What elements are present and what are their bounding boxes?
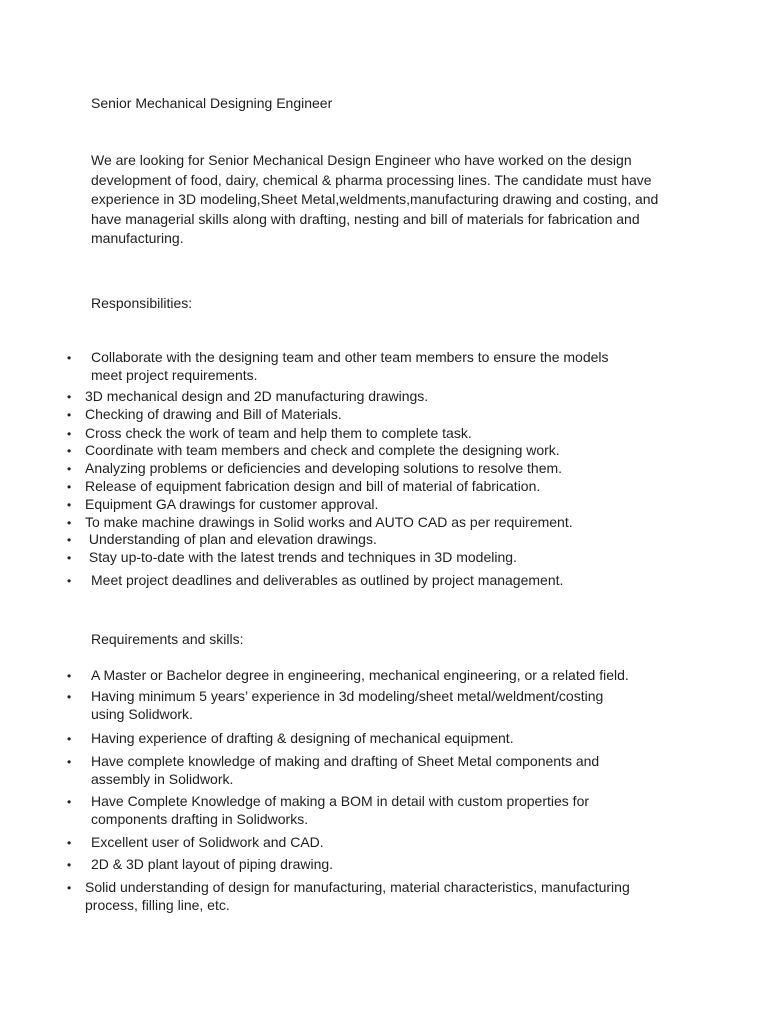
list-item-text: Collaborate with the designing team and other team members to ensure the models meet project requirements.: [91, 349, 609, 383]
list-item-text: A Master or Bachelor degree in engineering, mechanical engineering, or a related field.: [91, 667, 629, 683]
job-title: Senior Mechanical Designing Engineer: [91, 95, 333, 111]
list-item-text: To make machine drawings in Solid works and AUTO CAD as per requirement.: [85, 514, 573, 530]
bullet-icon: •: [67, 533, 72, 547]
bullet-icon: •: [67, 690, 72, 704]
list-item-text: Having experience of drafting & designing of mechanical equipment.: [91, 730, 514, 746]
bullet-icon: •: [67, 551, 72, 565]
bullet-icon: •: [67, 351, 72, 365]
list-item-text: Checking of drawing and Bill of Materials.: [85, 406, 342, 422]
list-item-text: Coordinate with team members and check and complete the designing work.: [85, 442, 560, 458]
intro-paragraph: We are looking for Senior Mechanical Design Engineer who have worked on the design development of food, dairy, chemical & pharma processing lines. The candidate must have experience in 3D modeling,Sheet Metal,weldments,manufacturing drawing and costing, and have managerial skills along with drafting, nesting and bill of materials for fabrication and manufacturing.: [91, 152, 659, 246]
list-item-text: Having minimum 5 years’ experience in 3d modeling/sheet metal/weldment/costing using Solidwork.: [91, 688, 604, 722]
list-item-text: 2D & 3D plant layout of piping drawing.: [91, 856, 334, 872]
responsibilities-heading: Responsibilities:: [91, 295, 193, 311]
bullet-icon: •: [67, 444, 72, 458]
list-item-text: Excellent user of Solidwork and CAD.: [91, 834, 324, 850]
bullet-icon: •: [67, 516, 72, 530]
list-item-text: Release of equipment fabrication design and bill of material of fabrication.: [85, 478, 541, 494]
list-item-text: Have Complete Knowledge of making a BOM in detail with custom properties for components drafting in Solidworks.: [91, 793, 590, 827]
bullet-icon: •: [67, 574, 72, 588]
bullet-icon: •: [67, 498, 72, 512]
bullet-icon: •: [67, 427, 72, 441]
bullet-icon: •: [67, 390, 72, 404]
bullet-icon: •: [67, 669, 72, 683]
bullet-icon: •: [67, 755, 72, 769]
bullet-icon: •: [67, 858, 72, 872]
list-item-text: 3D mechanical design and 2D manufacturing drawings.: [85, 388, 429, 404]
bullet-icon: •: [67, 408, 72, 422]
list-item-text: Equipment GA drawings for customer approval.: [85, 496, 379, 512]
list-item-text: Cross check the work of team and help them to complete task.: [85, 425, 472, 441]
list-item-text: Meet project deadlines and deliverables as outlined by project management.: [91, 572, 564, 588]
bullet-icon: •: [67, 795, 72, 809]
requirements-heading: Requirements and skills:: [91, 631, 244, 647]
list-item-text: Stay up-to-date with the latest trends and techniques in 3D modeling.: [85, 549, 517, 565]
bullet-icon: •: [67, 732, 72, 746]
bullet-icon: •: [67, 881, 72, 895]
bullet-icon: •: [67, 836, 72, 850]
list-item-text: Have complete knowledge of making and drafting of Sheet Metal components and assembly in Solidwork.: [91, 753, 600, 787]
bullet-icon: •: [67, 480, 72, 494]
bullet-icon: •: [67, 462, 72, 476]
list-item-text: Analyzing problems or deficiencies and developing solutions to resolve them.: [85, 460, 563, 476]
list-item-text: Solid understanding of design for manufacturing, material characteristics, manufacturing process, filling line, etc.: [85, 879, 630, 913]
list-item-text: Understanding of plan and elevation drawings.: [85, 531, 377, 547]
